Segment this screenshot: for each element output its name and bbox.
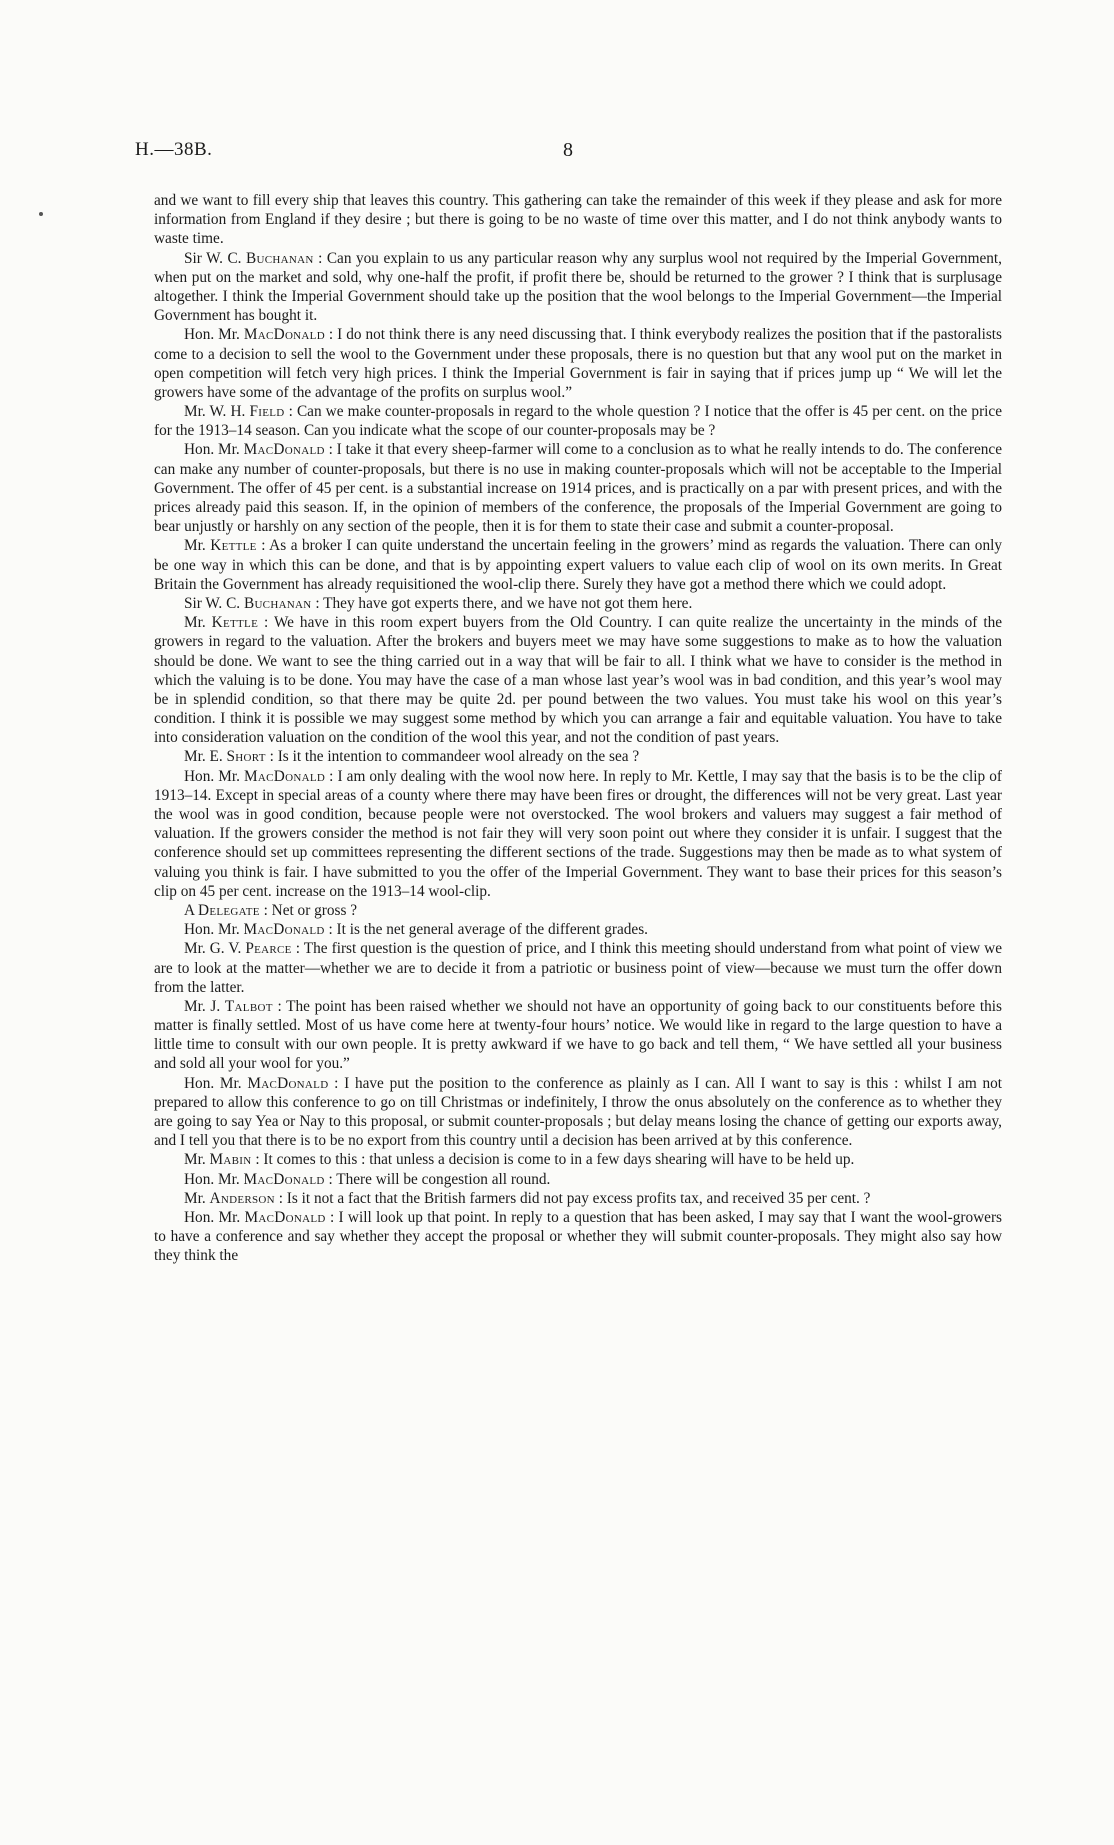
speaker-name: MacDonald bbox=[244, 1208, 326, 1226]
speaker-name: Short bbox=[226, 748, 266, 766]
speaker-name: MacDonald bbox=[247, 1074, 329, 1092]
paragraph: Hon. Mr. MacDonald : There will be congestion all round. bbox=[184, 1170, 551, 1188]
speaker-title: Mr. J. bbox=[184, 997, 225, 1015]
speaker-title: Mr. W. H. bbox=[184, 403, 250, 421]
speaker-name: Mabin bbox=[209, 1151, 252, 1169]
paragraph: Hon. Mr. MacDonald : It is the net general average of the different grades. bbox=[184, 921, 648, 939]
speaker-title: A bbox=[184, 901, 199, 919]
speaker-title: Mr. bbox=[184, 537, 211, 555]
paragraph: and we want to fill every ship that leaves this country. This gathering can take the remainder of this week if they please and ask for more information from England if they desire ; but there is going to be no waste of time over this matter, and I do not think anybody wants to waste time. bbox=[154, 192, 1002, 248]
speaker-title: Mr. bbox=[184, 1151, 210, 1169]
page-number: 8 bbox=[563, 139, 573, 161]
speaker-name: Field bbox=[249, 403, 285, 421]
speaker-name: Anderson bbox=[209, 1189, 275, 1207]
speaker-name: Talbot bbox=[224, 997, 273, 1015]
paragraph: Hon. Mr. MacDonald : I have put the position to the conference as plainly as I can. All I want to say is this : whilst I am not prepared to allow this conference to go on till Christmas or indefinitely, I throw the onus absolutely on the conference as to whether they are going to say Yea or Nay to this proposal, or submit counter-proposals ; but delay means losing the chance of getting our exports away, and I tell you that there is to be no export from this country until a decision has been arrived at by this conference. bbox=[154, 1074, 1002, 1150]
paragraph: Hon. Mr. MacDonald : I take it that every sheep-farmer will come to a conclusion as to what he really intends to do. The conference can make any number of counter-proposals, but there is no use in making counter-proposals which will not be acceptable to the Imperial Government. The offer of 45 per cent. is a substantial increase on 1914 prices, and is practically on a par with present prices, and with the prices already paid this season. If, in the opinion of members of the conference, the proposals of the Imperial Government are going to bear unjustly or harshly on any section of the people, then it is for them to state their case and submit a counter-proposal. bbox=[154, 441, 1002, 536]
speaker-name: MacDonald bbox=[243, 767, 326, 785]
paragraph: Mr. J. Talbot : The point has been raised whether we should not have an opportunity of going back to our constituents before this matter is finally settled. Most of us have come here at twenty-four hours’ notice. We would like in regard to the large question to have a little time to consult with our own people. It is pretty awkward if we have to go back and tell them, “ We have settled all your business and sold all your wool for you.” bbox=[154, 997, 1002, 1073]
speaker-name: Buchanan bbox=[243, 594, 312, 612]
paragraph: Hon. Mr. MacDonald : I will look up that point. In reply to a question that has been asked, I may say that I want the wool-growers to have a conference and say whether they accept the proposal or whether they will submit counter-proposals. They might also say how they think the bbox=[154, 1208, 1002, 1265]
speaker-name: MacDonald bbox=[243, 921, 325, 939]
paragraph: Sir W. C. Buchanan : They have got experts there, and we have not got them here. bbox=[184, 594, 693, 612]
paragraph: Mr. E. Short : Is it the intention to commandeer wool already on the sea ? bbox=[184, 748, 640, 766]
speaker-title: Mr. bbox=[184, 614, 212, 632]
paragraph: Hon. Mr. MacDonald : I do not think there is any need discussing that. I think everybody realizes the position that if the pastoralists come to a decision to sell the wool to the Government under these proposals, there is no question but that any wool put on the market in open competition will fetch very high prices. I think the Imperial Government is fair in saying that if prices jump up “ We will let the growers have some of the advantage of the profits on surplus wool.” bbox=[154, 326, 1002, 401]
speaker-title: Hon. Mr. bbox=[184, 326, 244, 344]
paragraph: A Delegate : Net or gross ? bbox=[184, 901, 358, 919]
speaker-name: MacDonald bbox=[243, 1170, 325, 1188]
document-reference: H.—38B. bbox=[135, 139, 213, 160]
speaker-name: Pearce bbox=[245, 940, 292, 958]
body-text bbox=[154, 191, 1002, 1266]
speaker-title: Mr. G. V. bbox=[184, 940, 246, 958]
speaker-title: Hon. Mr. bbox=[184, 1208, 245, 1226]
paragraph: Mr. Mabin : It comes to this : that unless a decision is come to in a few days shearing will have to be held up. bbox=[184, 1151, 855, 1169]
paragraph: Mr. Kettle : We have in this room expert buyers from the Old Country. I can quite realize the uncertainty in the minds of the growers in regard to the valuation. After the brokers and buyers meet we may have some suggestions to make as to how the valuation should be done. We want to see the thing carried out in a way that will be fair to all. I think what we have to consider is the method in which the valuing is to be done. You may have the case of a man whose last year’s wool was in bad condition, and this year’s wool may be in splendid condition, so that there may be quite 2d. per pound between the two values. You must take his wool on this year’s condition. I think it is possible we may suggest some method by which you can arrange a fair and equitable valuation. You have to take into consideration valuation on the condition of the wool this year, and not the condition of past years. bbox=[154, 614, 1003, 747]
speaker-name: Kettle bbox=[210, 537, 257, 555]
speaker-name: MacDonald bbox=[243, 441, 325, 459]
paragraph: Hon. Mr. MacDonald : I am only dealing with the wool now here. In reply to Mr. Kettle, I may say that the basis is to be the clip of 1913–14. Except in special areas of a county where there may have been fires or drought, the differences will not be very great. Last year the wool was in good condition, because people were not overstocked. The wool brokers and valuers may suggest a fair method of valuation. If the growers consider the method is not fair they will very soon point out where they consider it is unfair. I suggest that the conference should set up committees representing the different sections of the trade. Suggestions may then be made as to what system of valuing you think is fair. I have submitted to you the offer of the Imperial Government. They want to base their prices for this season’s clip on 45 per cent. increase on the 1913–14 wool-clip. bbox=[154, 767, 1002, 900]
speaker-name: Buchanan bbox=[245, 249, 314, 267]
speaker-title: Hon. Mr. bbox=[184, 1170, 244, 1188]
speaker-name: MacDonald bbox=[243, 326, 325, 344]
paragraph: Mr. G. V. Pearce : The first question is the question of price, and I think this meeting should understand from what point of view we are to look at the matter—whether we are to decide it from a patriotic or business point of view—because we must turn the offer down from the latter. bbox=[154, 940, 1003, 996]
speaker-title: Hon. Mr. bbox=[184, 767, 244, 785]
margin-mark bbox=[39, 212, 43, 216]
speaker-title: Mr. bbox=[184, 1189, 210, 1207]
speaker-title: Hon. Mr. bbox=[184, 1074, 248, 1092]
speaker-name: Delegate bbox=[198, 901, 260, 919]
paragraph: Mr. W. H. Field : Can we make counter-proposals in regard to the whole question ? I notice that the offer is 45 per cent. on the price for the 1913–14 season. Can you indicate what the scope of our counter-proposals may be ? bbox=[154, 403, 1002, 440]
paragraph: Mr. Kettle : As a broker I can quite understand the uncertain feeling in the growers’ mind as regards the valuation. There can only be one way in which this can be done, and that is by appointing expert valuers to value each clip of wool on its own merits. In Great Britain the Government has already requisitioned the wool-clip there. Surely they have got a method there which we could adopt. bbox=[154, 537, 1002, 593]
speaker-title: Sir W. C. bbox=[184, 249, 246, 267]
speaker-name: Kettle bbox=[211, 614, 259, 632]
speaker-title: Mr. E. bbox=[184, 748, 227, 766]
page-header bbox=[0, 139, 1114, 169]
speaker-title: Sir W. C. bbox=[184, 594, 244, 612]
paragraph: Mr. Anderson : Is it not a fact that the British farmers did not pay excess profits tax, and received 35 per cent. ? bbox=[184, 1189, 871, 1207]
speaker-title: Hon. Mr. bbox=[184, 441, 244, 459]
paragraph: Sir W. C. Buchanan : Can you explain to us any particular reason why any surplus wool not required by the Imperial Government, when put on the market and sold, why one-half the profit, if profit there be, should be returned to the grower ? I think that is surplusage altogether. I think the Imperial Government should take up the position that the wool belongs to the Imperial Government—the Imperial Government has bought it. bbox=[154, 249, 1002, 325]
speaker-title: Hon. Mr. bbox=[184, 921, 244, 939]
